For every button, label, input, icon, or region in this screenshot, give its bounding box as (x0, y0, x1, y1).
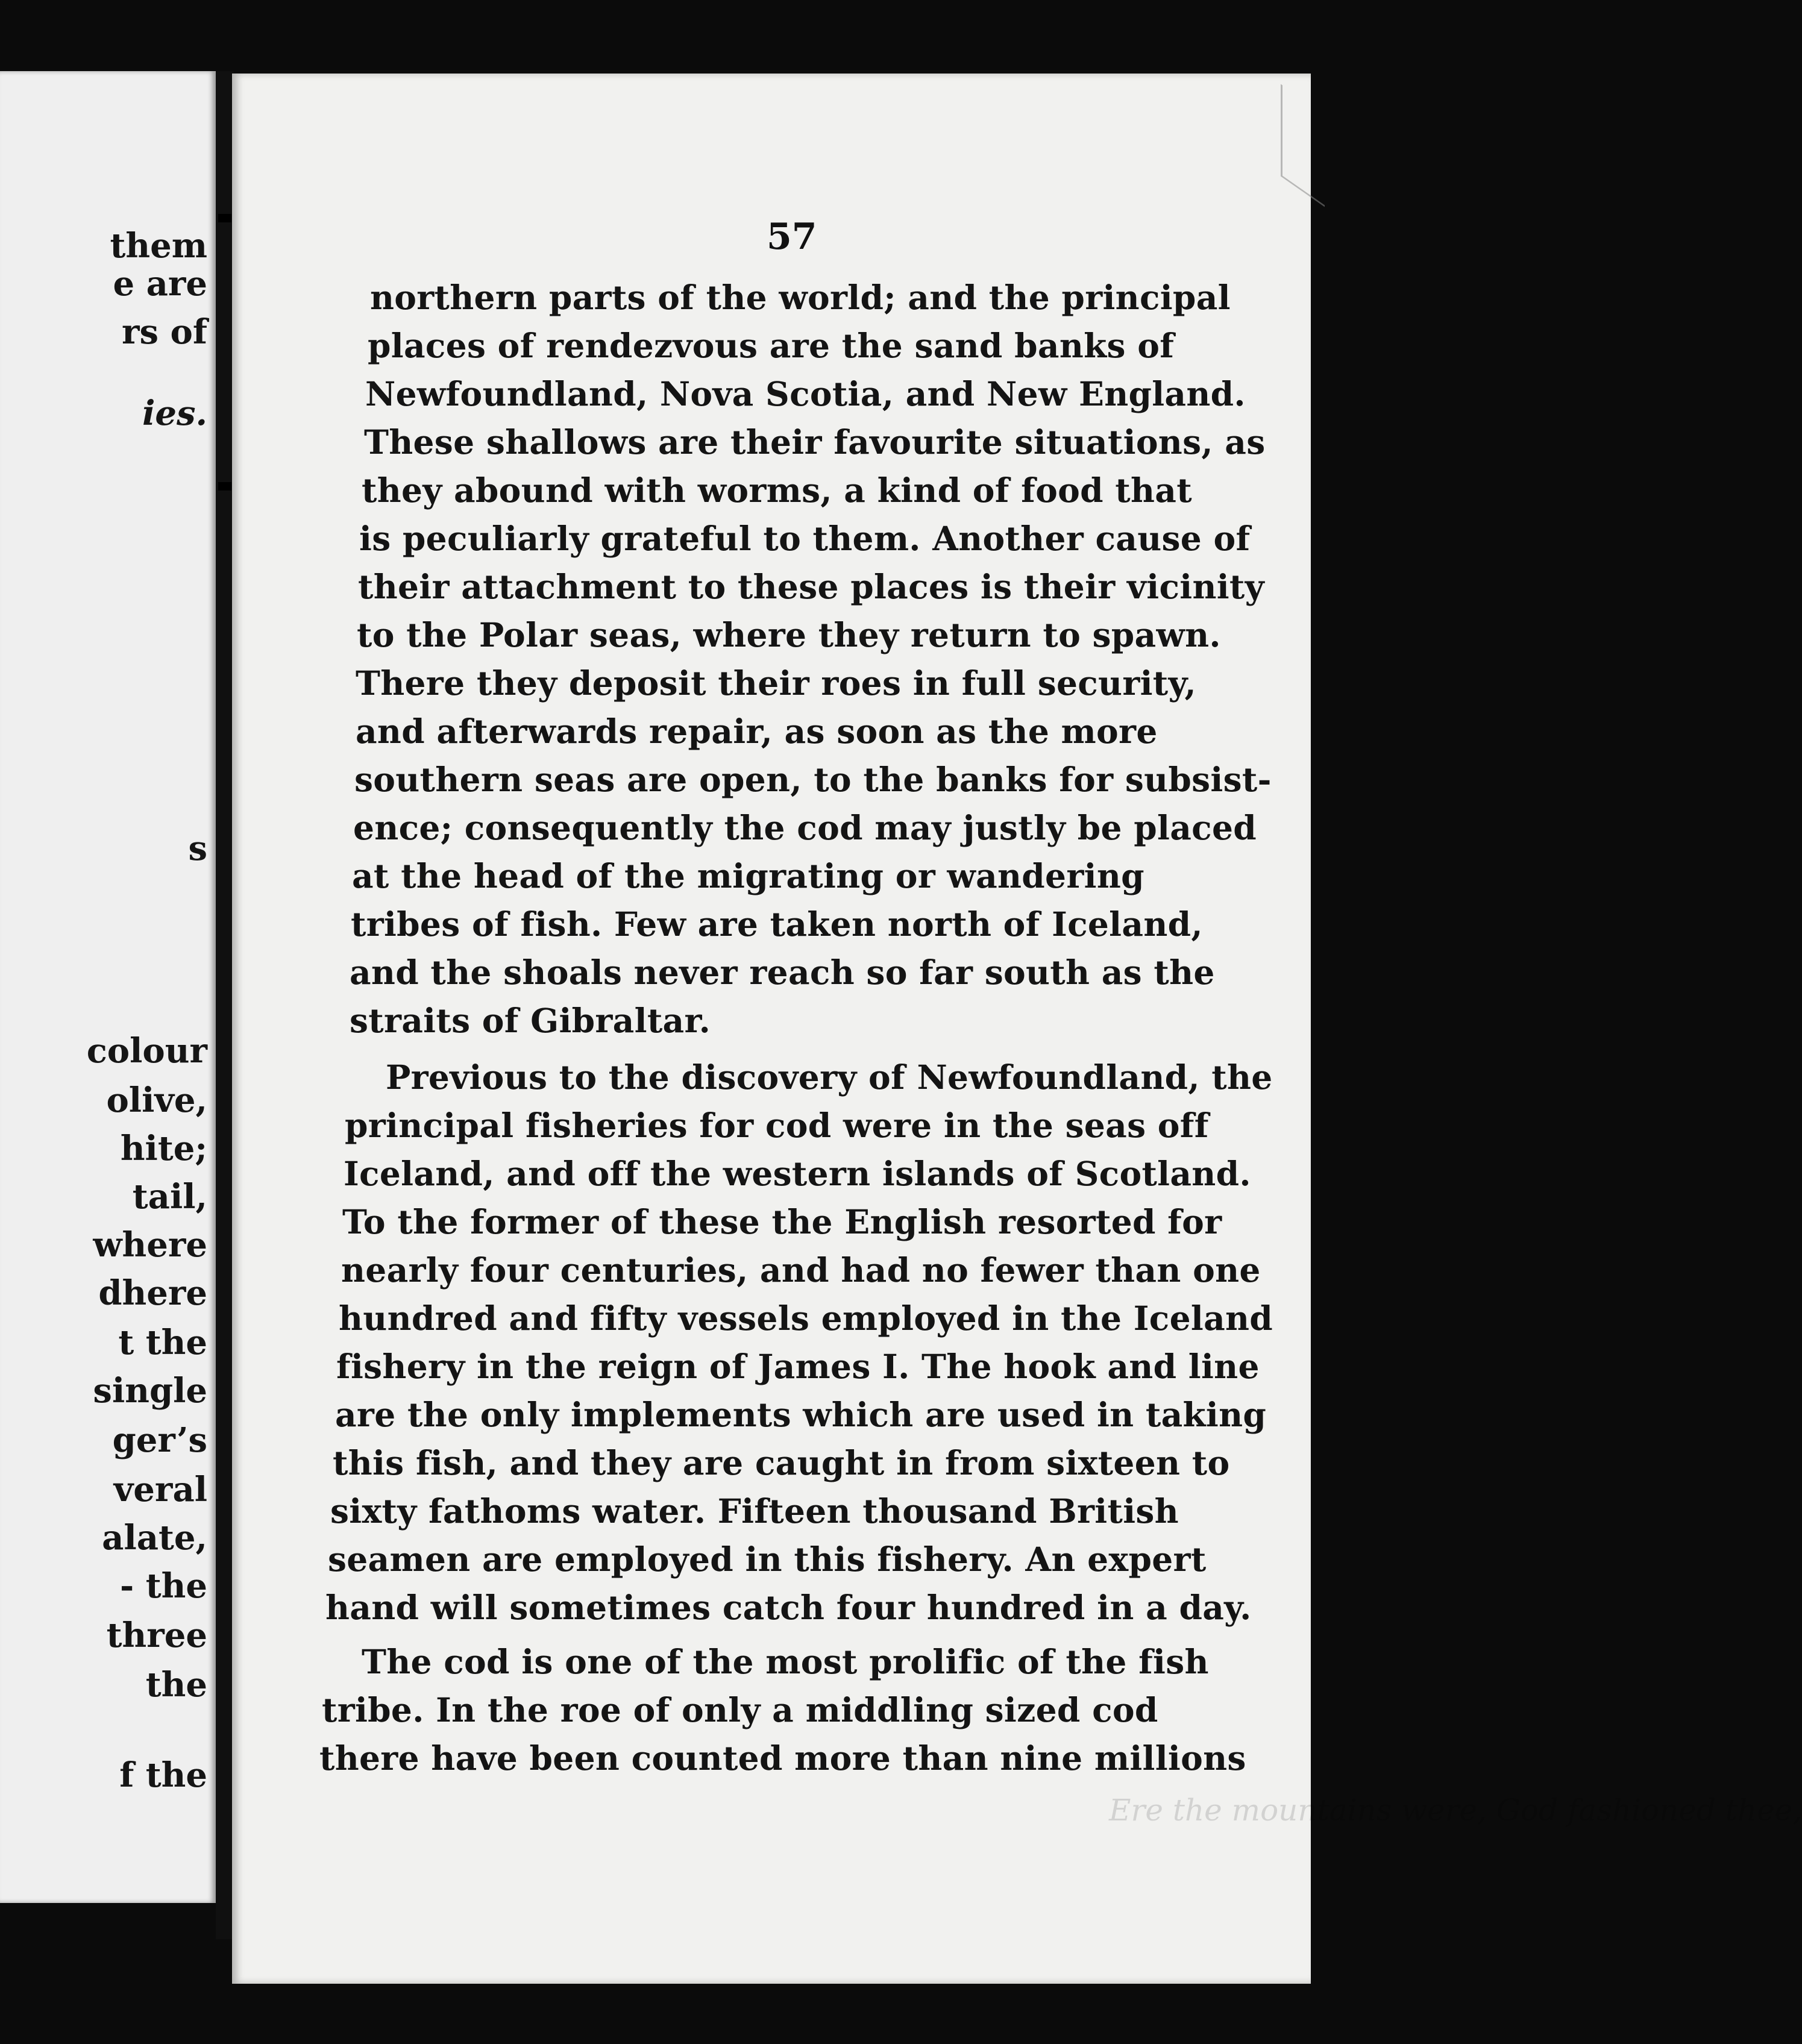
text-line: to the Polar seas, where they return to spawn. (357, 615, 1221, 654)
text-line: are the only implements which are used in taking (335, 1395, 1267, 1434)
text-line: they abound with worms, a kind of food that (362, 471, 1192, 510)
text-line: The cod is one of the most prolific of the fish (362, 1642, 1209, 1681)
text-line: principal fisheries for cod were in the seas off (345, 1106, 1209, 1145)
left-page-text: - the (120, 1566, 207, 1606)
text-line: there have been counted more than nine millions (319, 1738, 1246, 1778)
left-page-text: dhere (98, 1273, 207, 1313)
text-line: and the shoals never reach so far south as the (350, 953, 1215, 992)
text-line: hand will sometimes catch four hundred in a day. (325, 1588, 1252, 1627)
text-line: is peculiarly grateful to them. Another cause of (359, 519, 1251, 558)
left-page-text: where (93, 1225, 207, 1265)
left-page-text: alate, (102, 1518, 207, 1558)
text-line: this fish, and they are caught in from sixteen to (333, 1443, 1230, 1482)
text-line: Iceland, and off the western islands of Scotland. (344, 1154, 1251, 1193)
book-gutter (216, 71, 234, 1939)
text-line: ence; consequently the cod may justly be placed (353, 808, 1257, 847)
text-line: Newfoundland, Nova Scotia, and New England. (365, 374, 1246, 413)
left-page-text: rs of (122, 312, 207, 352)
left-page-text: single (93, 1371, 207, 1411)
text-line: and afterwards repair, as soon as the more (356, 712, 1158, 751)
left-page-text: three (106, 1616, 207, 1655)
text-line: at the head of the migrating or wandering (352, 856, 1144, 895)
text-line: southern seas are open, to the banks for subsist- (354, 760, 1272, 799)
text-line: These shallows are their favourite situations, as (364, 422, 1266, 462)
left-page-text: s (188, 829, 207, 868)
left-page-text: veral (113, 1470, 207, 1509)
binding-mark (218, 482, 231, 491)
binding-mark (218, 214, 231, 222)
text-line: fishery in the reign of James I. The hook and line (336, 1347, 1260, 1386)
left-page-text: ger’s (112, 1420, 207, 1460)
left-page-text: them (110, 226, 207, 266)
text-line: places of rendezvous are the sand banks of (368, 326, 1175, 365)
left-page-text: e are (113, 264, 207, 304)
text-line: northern parts of the world; and the principal (370, 278, 1231, 317)
text-line: nearly four centuries, and had no fewer than one (341, 1250, 1261, 1290)
left-page-text: ies. (142, 393, 207, 433)
text-line: straits of Gibraltar. (350, 1001, 711, 1040)
left-page-text: the (145, 1665, 207, 1705)
left-page-text: f the (119, 1755, 207, 1795)
page-number: 57 (767, 216, 817, 258)
text-line: Previous to the discovery of Newfoundland, the (386, 1058, 1273, 1097)
text-line: sixty fathoms water. Fifteen thousand British (330, 1491, 1179, 1531)
left-page-text: tail, (132, 1177, 207, 1217)
show-through-text: Ere the mountains were, God fashioned thee, (1109, 1793, 1802, 1828)
text-line: tribe. In the roe of only a middling sized cod (322, 1690, 1158, 1729)
text-line: their attachment to these places is their vicinity (358, 567, 1264, 606)
text-line: seamen are employed in this fishery. An expert (328, 1540, 1207, 1579)
text-line: To the former of these the English resorted for (342, 1202, 1222, 1241)
text-line: hundred and fifty vessels employed in the Iceland (339, 1299, 1273, 1338)
left-page-text: olive, (106, 1080, 207, 1120)
text-line: There they deposit their roes in full security, (356, 663, 1196, 703)
left-page-text: hite; (120, 1129, 207, 1168)
left-facing-page (0, 71, 216, 1903)
left-page-text: t the (118, 1323, 207, 1362)
text-line: tribes of fish. Few are taken north of Iceland, (351, 904, 1203, 944)
left-page-text: colour (86, 1031, 207, 1071)
